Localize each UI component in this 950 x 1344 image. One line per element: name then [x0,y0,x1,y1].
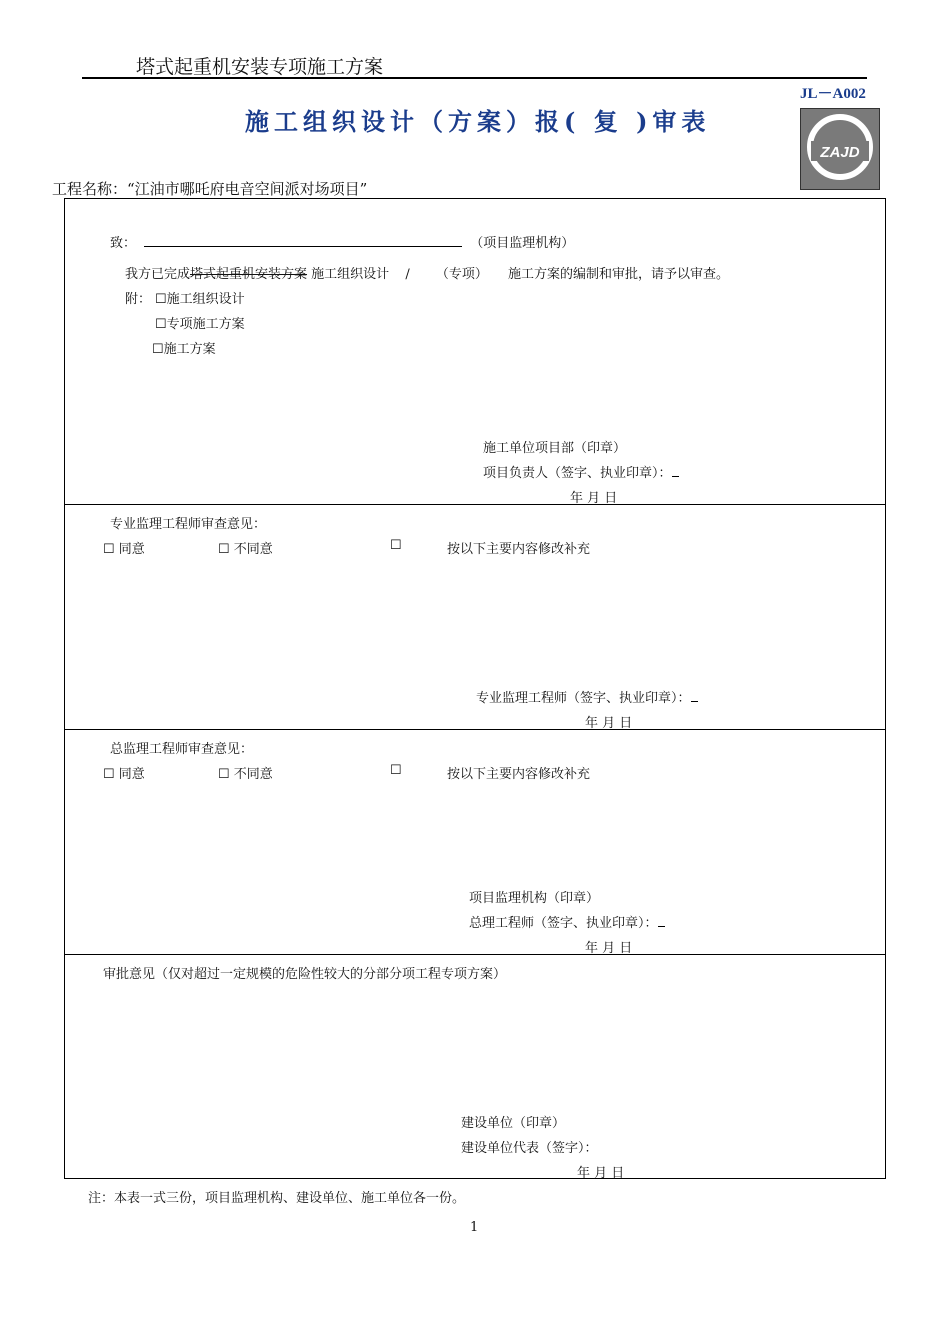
form-code: JL－A002 [800,86,866,102]
approval-heading: 审批意见（仅对超过一定规模的危险性较大的分部分项工程专项方案） [103,967,507,982]
project-manager-signature [483,462,679,481]
date-line-1: 年 月 日 [570,491,618,506]
stmt-special: （专项） [435,267,488,282]
owner-seal-label: 建设单位（印章） [461,1116,566,1131]
date-line-4: 年 月 日 [577,1166,625,1181]
chief-disagree-checkbox[interactable]: ☐ 不同意 [218,767,273,782]
engineer-modify-label: 按以下主要内容修改补充 [447,542,591,557]
engineer-signature [476,687,698,706]
engineer-signature-field[interactable] [691,701,698,702]
pm-signer-label: 项目负责人（签字、执业印章）： [483,466,672,481]
form-title: 施工组织设计（方案）报( 复 )审表 [245,107,711,136]
pm-signature-field[interactable] [672,476,679,477]
to-label: 致： [110,236,137,251]
attach-checkbox-special-plan[interactable]: ☐专项施工方案 [155,317,245,332]
to-suffix: （项目监理机构） [470,236,575,251]
addressee-line [110,232,574,251]
engineer-modify-checkbox[interactable]: ☐ [390,538,402,553]
chief-modify-checkbox[interactable]: ☐ [390,763,402,778]
document-header-title: 塔式起重机安装专项施工方案 [136,56,384,78]
chief-signature-field[interactable] [658,926,665,927]
chief-modify-label: 按以下主要内容修改补充 [447,767,591,782]
attach-checkbox-construction-org[interactable]: ☐施工组织设计 [155,292,245,307]
engineer-agree-checkbox[interactable]: ☐ 同意 [103,542,145,557]
project-name: 工程名称：“江油市哪吒府电音空间派对场项目” [52,180,368,198]
section-divider-1 [64,504,886,505]
header-rule [82,77,867,79]
stmt-prefix: 我方已完成 [125,267,191,282]
section-divider-2 [64,729,886,730]
attach-checkbox-construction-plan[interactable]: ☐施工方案 [152,342,216,357]
engineer-review-heading: 专业监理工程师审查意见： [110,517,267,532]
chief-agree-checkbox[interactable]: ☐ 同意 [103,767,145,782]
company-logo [800,108,880,190]
addressee-field[interactable] [144,234,462,247]
submission-statement [125,263,729,282]
stmt-slash: / [405,267,410,282]
stmt-mid: 施工组织设计 [311,267,390,282]
chief-review-heading: 总监理工程师审查意见： [110,742,254,757]
footer-note: 注：本表一式三份，项目监理机构、建设单位、施工单位各一份。 [88,1191,466,1206]
svg-text:ZAJD: ZAJD [820,144,860,161]
engineer-disagree-checkbox[interactable]: ☐ 不同意 [218,542,273,557]
owner-rep-signature: 建设单位代表（签字）： [461,1141,598,1156]
page-number: 1 [470,1220,479,1235]
chief-signature [469,912,665,931]
date-line-3: 年 月 日 [585,941,633,956]
date-line-2: 年 月 日 [585,716,633,731]
contractor-seal-label: 施工单位项目部（印章） [483,441,627,456]
section-divider-3 [64,954,886,955]
engineer-signer-label: 专业监理工程师（签字、执业印章）： [476,691,691,706]
stmt-struck-text: 塔式起重机安装方案 [190,267,308,282]
attachment-label: 附： [125,292,152,307]
stmt-suffix: 施工方案的编制和审批，请予以审查。 [508,267,730,282]
chief-signer-label: 总理工程师（签字、执业印章）： [469,916,658,931]
supervision-seal-label: 项目监理机构（印章） [469,891,600,906]
